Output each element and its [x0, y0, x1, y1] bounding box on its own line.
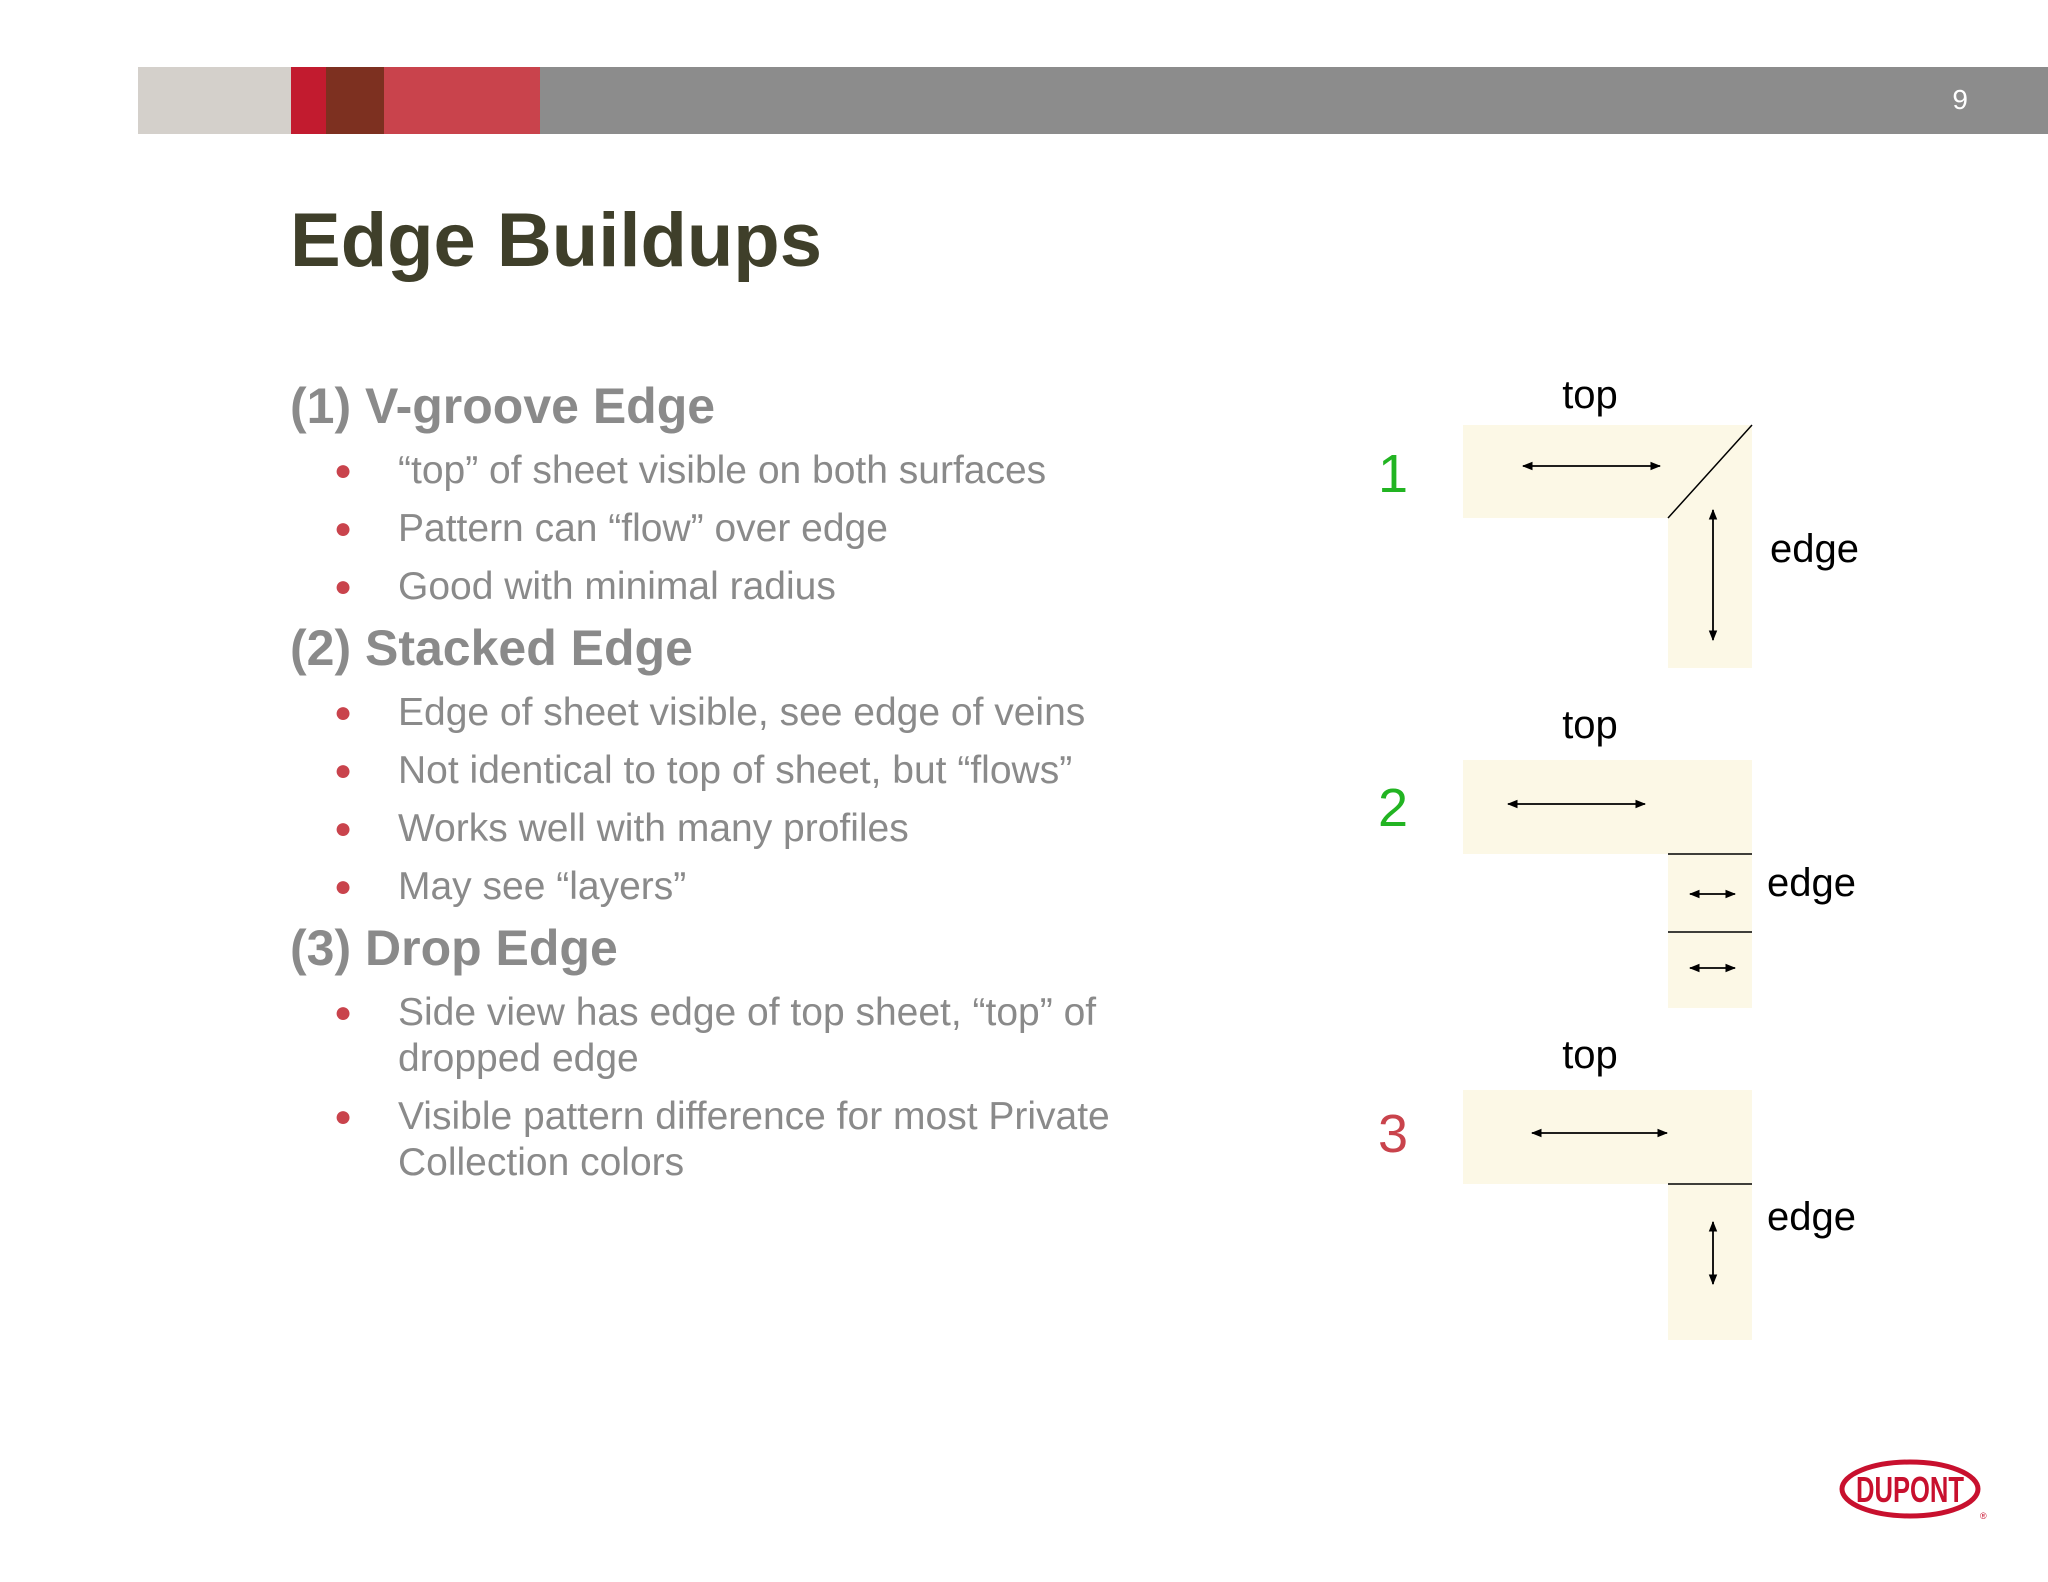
dupont-logo: [1838, 1455, 1988, 1523]
bullet-icon: ●: [334, 996, 353, 1029]
bullet-icon: ●: [334, 1100, 353, 1133]
section-heading-stacked: (2) Stacked Edge: [290, 620, 693, 676]
logo-wordmark: DUPONT: [1856, 1469, 1965, 1510]
bullet-text: Side view has edge of top sheet, “top” of dropped edge: [398, 991, 1097, 1080]
bullet-text: Pattern can “flow” over edge: [398, 507, 888, 550]
bullet-text: “top” of sheet visible on both surfaces: [398, 449, 1047, 492]
edge-surface: [1668, 854, 1752, 1008]
bullet-text: Edge of sheet visible, see edge of veins: [398, 691, 1086, 734]
bullet-text: Not identical to top of sheet, but “flows”: [398, 749, 1073, 792]
diagram-edge-label: edge: [1767, 861, 1856, 905]
bullet-icon: ●: [334, 512, 353, 545]
bullet-text: Visible pattern difference for most Private Collection colors: [398, 1095, 1110, 1184]
edge-surface: [1668, 1184, 1752, 1340]
diagram-edge-label: edge: [1770, 527, 1859, 571]
diagram-top-label: top: [1562, 373, 1618, 417]
diagram-number: 1: [1377, 444, 1409, 504]
section-heading-drop: (3) Drop Edge: [290, 920, 618, 976]
section-heading-vgroove: (1) V-groove Edge: [290, 378, 716, 434]
edge-surface: [1668, 518, 1752, 668]
diagram-number: 3: [1377, 1104, 1409, 1164]
diagram-number: 2: [1377, 778, 1409, 838]
slide-title: Edge Buildups: [290, 198, 822, 283]
top-surface: [1463, 760, 1752, 854]
bullet-text: May see “layers”: [398, 865, 687, 908]
bullet-text: Good with minimal radius: [398, 565, 836, 608]
diagram-drop: [1378, 1033, 1856, 1340]
diagram-top-label: top: [1562, 703, 1618, 747]
top-surface: [1463, 1090, 1752, 1184]
diagram-top-label: top: [1562, 1033, 1618, 1077]
bullet-icon: ●: [334, 812, 353, 845]
diagram-edge-label: edge: [1767, 1195, 1856, 1239]
top-surface: [1463, 425, 1752, 518]
bullet-icon: ●: [334, 754, 353, 787]
diagram-vgroove: [1378, 373, 1859, 668]
bullet-icon: ●: [334, 570, 353, 603]
diagram-stacked: [1378, 703, 1856, 1008]
bullet-icon: ●: [334, 870, 353, 903]
registered-mark-icon: ®: [1980, 1511, 1987, 1521]
bullet-icon: ●: [334, 454, 353, 487]
page-number: 9: [1952, 84, 1968, 115]
bullet-text: Works well with many profiles: [398, 807, 909, 850]
bullet-icon: ●: [334, 696, 353, 729]
